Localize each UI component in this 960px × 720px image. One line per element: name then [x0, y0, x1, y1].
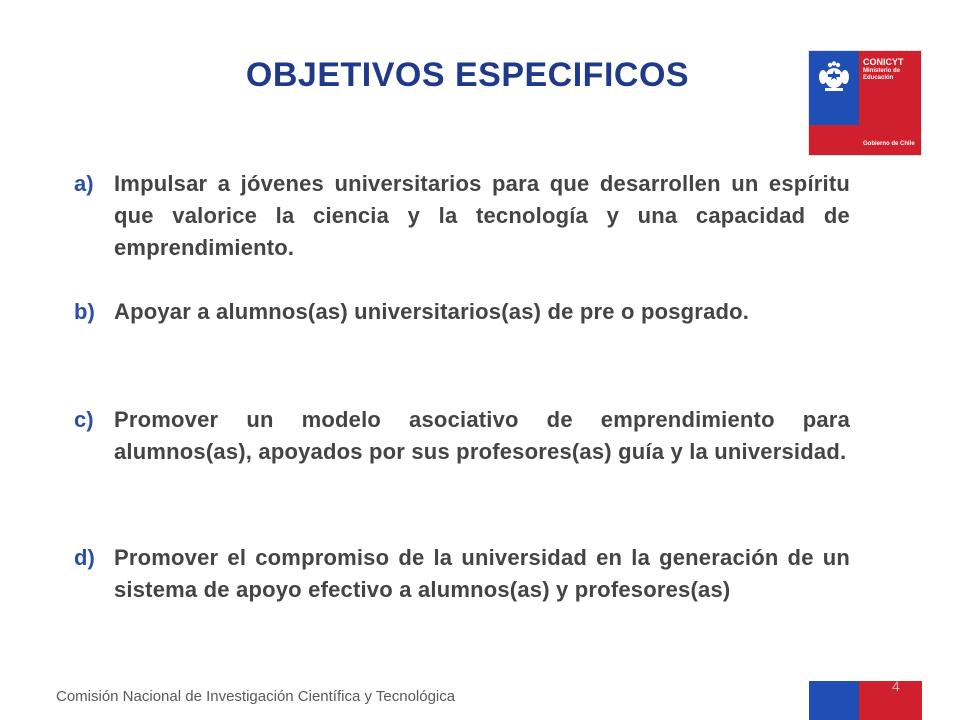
logo-government: Gobierno de Chile	[863, 141, 915, 147]
objective-marker: d)	[74, 545, 95, 570]
objective-item-b	[74, 296, 850, 328]
objective-marker: b)	[74, 299, 95, 324]
objective-text: Promover el compromiso de la universidad en la generación de un sistema de apoyo efectivo a alumnos(as) y profesores(as)	[114, 545, 850, 602]
logo-name: CONICYT	[863, 57, 904, 67]
objective-text: Impulsar a jóvenes universitarios para que desarrollen un espíritu que valorice la ciencia y la tecnología y una capacidad de emprendimiento.	[114, 171, 850, 260]
footer-organization: Comisión Nacional de Investigación Científica y Tecnológica	[56, 688, 456, 705]
footer-flag-red	[859, 681, 922, 720]
logo-blue-panel	[809, 51, 859, 155]
logo-red-strip	[809, 125, 859, 155]
page-number: 4	[892, 678, 900, 694]
objective-marker: c)	[74, 407, 94, 432]
chile-coat-of-arms-icon	[815, 59, 853, 93]
objective-item-c	[74, 404, 850, 468]
logo-ministry: Ministerio de Educación	[863, 68, 901, 81]
objective-marker: a)	[74, 171, 94, 196]
conicyt-logo	[808, 50, 922, 156]
objective-item-d	[74, 542, 850, 606]
objective-text: Apoyar a alumnos(as) universitarios(as) de pre o posgrado.	[114, 299, 750, 324]
objective-item-a	[74, 168, 850, 264]
logo-red-panel	[859, 51, 921, 155]
slide-title: OBJETIVOS ESPECIFICOS	[245, 56, 690, 94]
footer-flag-blue	[809, 681, 859, 720]
footer-flag-decoration	[809, 681, 922, 720]
objective-text: Promover un modelo asociativo de emprendimiento para alumnos(as), apoyados por sus profesores(as) guía y la universidad.	[114, 407, 850, 464]
